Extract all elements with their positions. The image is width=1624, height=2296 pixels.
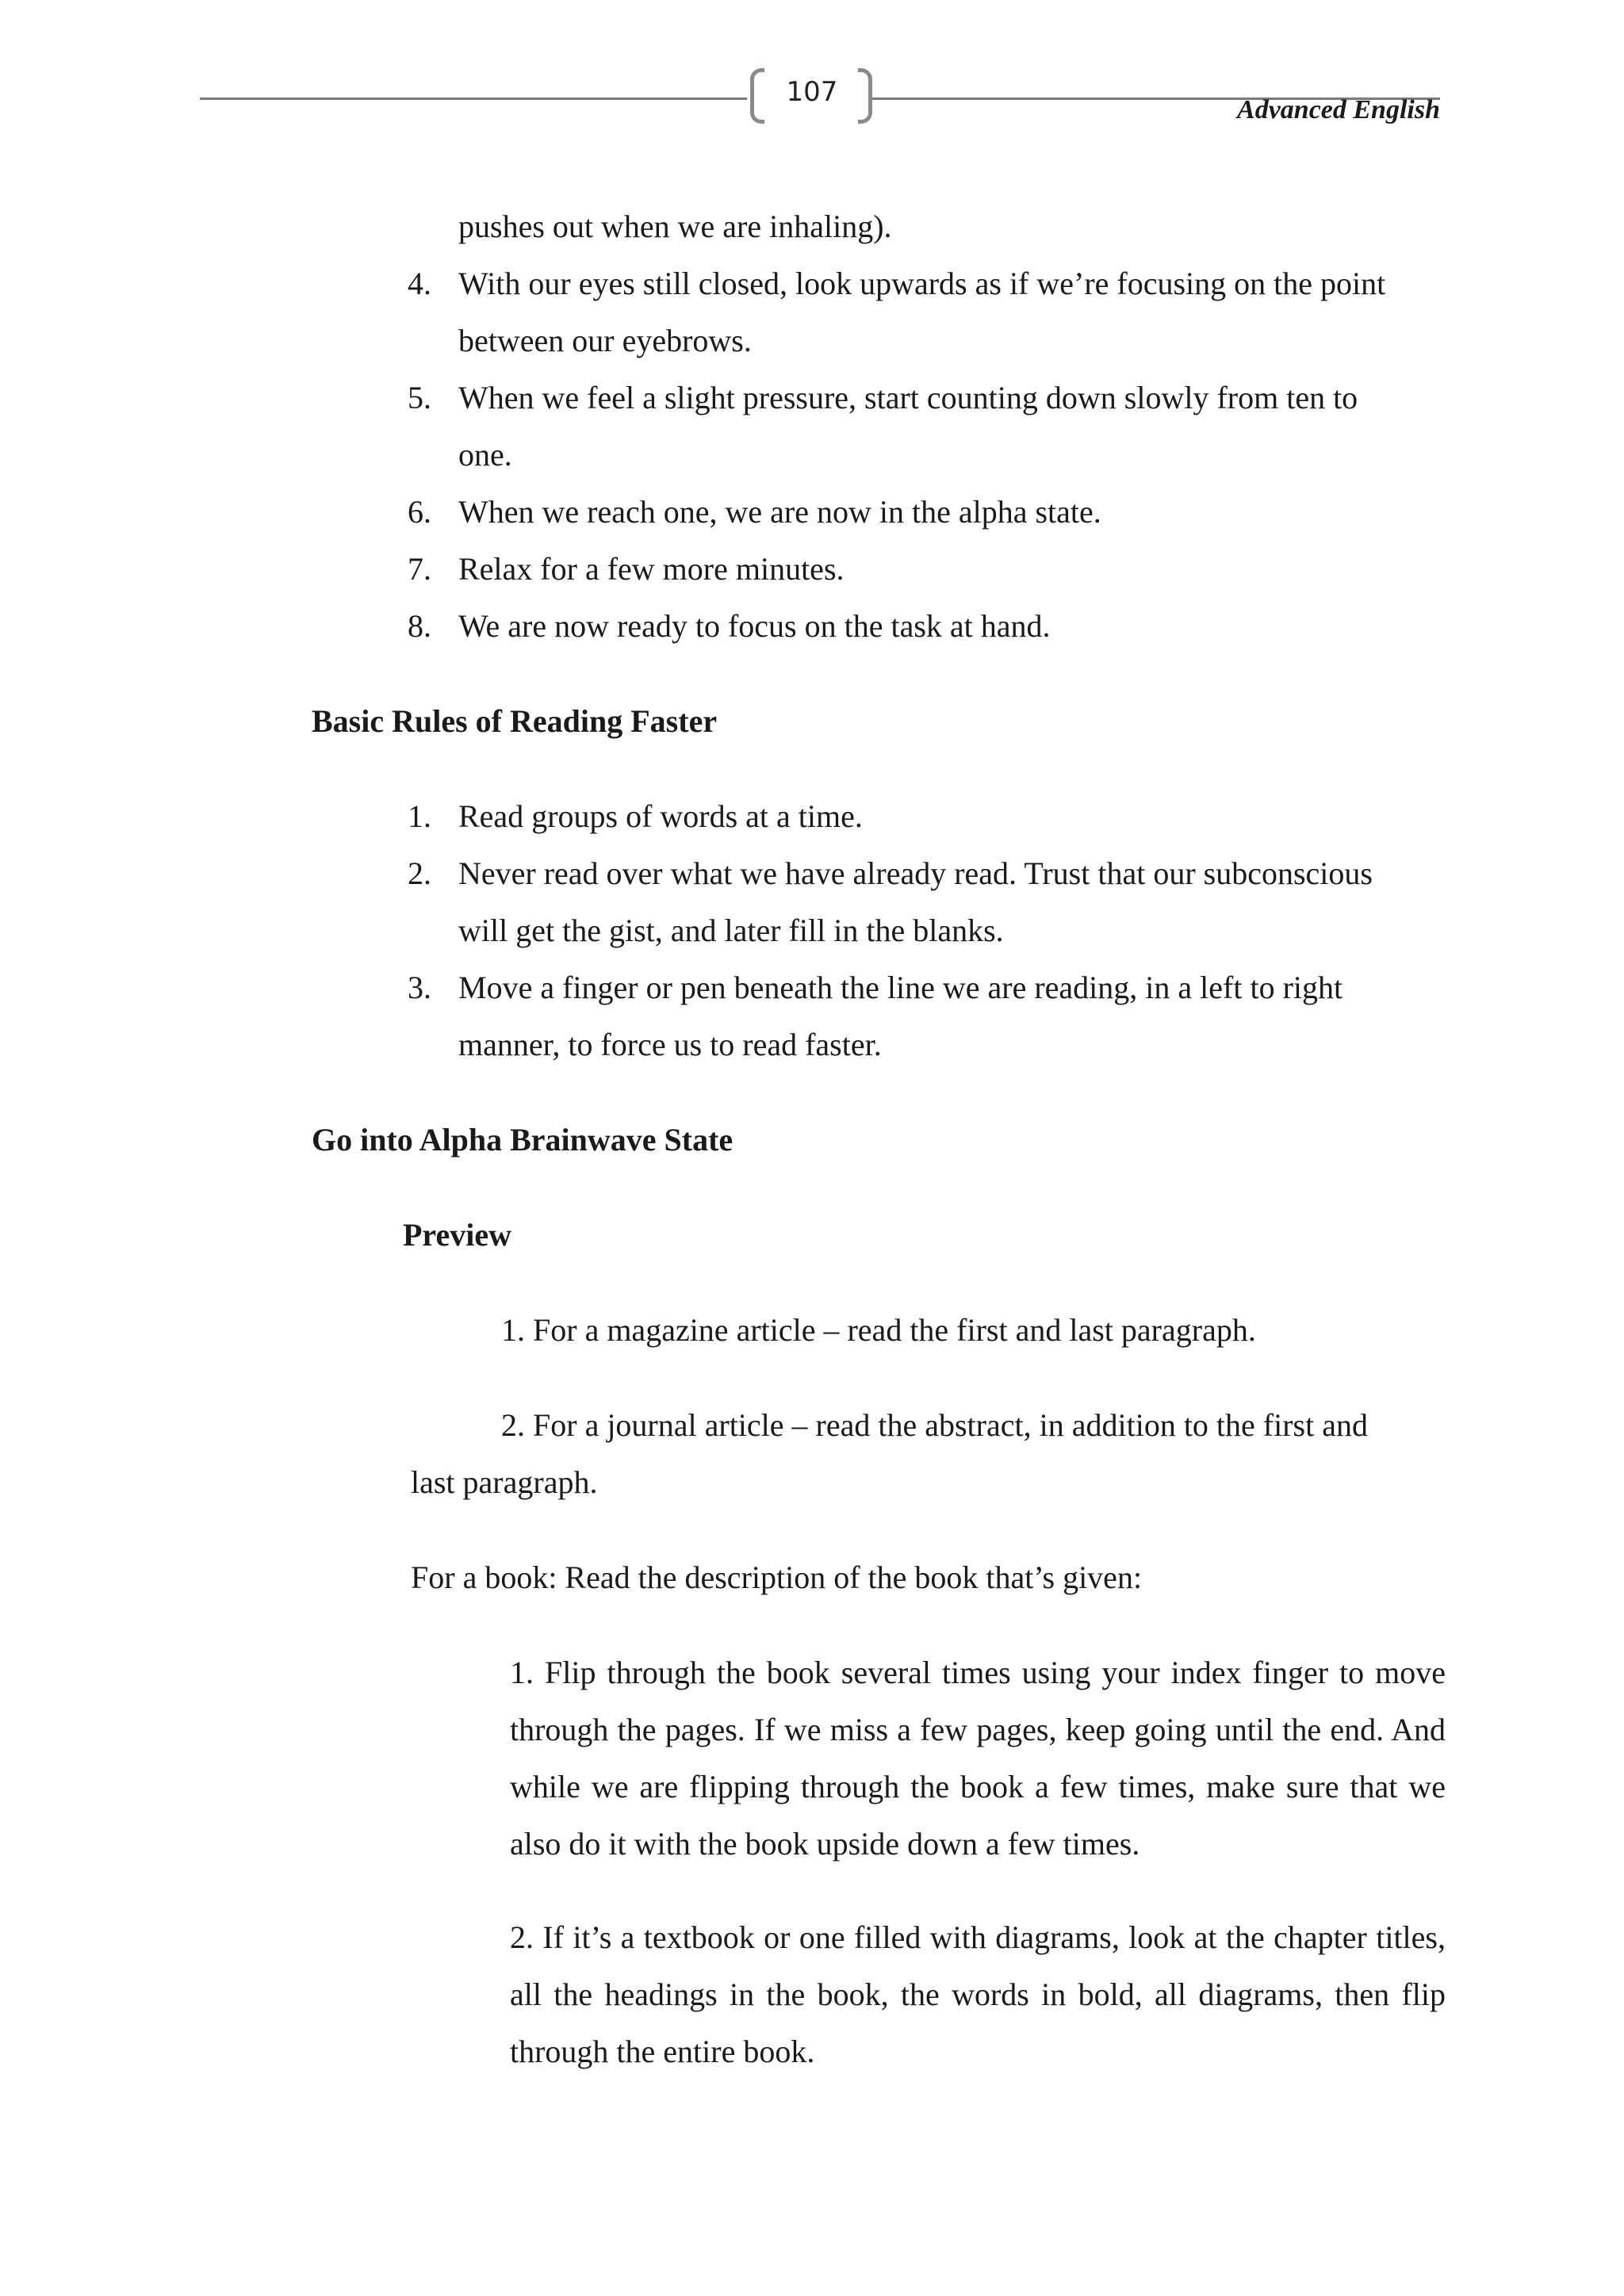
preview-magazine-item: 1. For a magazine article – read the first and last paragraph. [501, 1312, 1256, 1348]
page-number: 107 [786, 76, 838, 108]
preview-journal-line: 2. For a journal article – read the abstract, in addition to the first and [501, 1407, 1368, 1443]
subheading-preview: Preview [403, 1217, 511, 1253]
list-item-line: will get the gist, and later fill in the blanks. [458, 913, 1004, 948]
preview-journal-line: last paragraph. [411, 1464, 598, 1500]
list-item-line: between our eyebrows. [458, 323, 752, 358]
page-number-bracket-right [858, 68, 872, 124]
page-number-bracket-left [750, 68, 764, 124]
list-number: 1. [408, 798, 431, 834]
list-item-line: When we reach one, we are now in the alpha state. [458, 494, 1101, 530]
section-heading-rules: Basic Rules of Reading Faster [312, 703, 718, 739]
list-item-line: Move a finger or pen beneath the line we are reading, in a left to right [458, 970, 1343, 1005]
list-number: 3. [408, 970, 431, 1005]
list-number: 7. [408, 551, 431, 587]
book-intro: For a book: Read the description of the book that’s given: [411, 1559, 1143, 1595]
list-item-line: When we feel a slight pressure, start counting down slowly from ten to [458, 380, 1358, 415]
list-carryover-line: pushes out when we are inhaling). [458, 209, 892, 244]
book-step-paragraph: 1. Flip through the book several times using your index finger to move through the pages. If we miss a few pages, keep going until the end. And while we are flipping through the book a few times, make sure that we also do it with the book upside down a few times. [510, 1655, 1446, 1862]
book-step-paragraph: 2. If it’s a textbook or one filled with diagrams, look at the chapter titles, all the headings in the book, the words in bold, all diagrams, then flip through the entire book. [510, 1919, 1446, 2069]
list-item-line: one. [458, 437, 512, 473]
section-heading-alpha: Go into Alpha Brainwave State [312, 1122, 733, 1158]
list-item-line: manner, to force us to read faster. [458, 1027, 882, 1062]
list-number: 8. [408, 608, 431, 644]
list-number: 6. [408, 494, 431, 530]
list-number: 5. [408, 380, 431, 415]
running-title: Advanced English [1237, 95, 1440, 124]
list-item-line: With our eyes still closed, look upwards as if we’re focusing on the point [458, 266, 1386, 301]
list-item-line: Never read over what we have already read. Trust that our subconscious [458, 855, 1373, 891]
list-item-line: Read groups of words at a time. [458, 798, 863, 834]
header-rule-left [200, 98, 747, 100]
list-item-line: We are now ready to focus on the task at hand. [458, 608, 1051, 644]
list-number: 2. [408, 855, 431, 891]
list-number: 4. [408, 266, 431, 301]
list-item-line: Relax for a few more minutes. [458, 551, 845, 587]
